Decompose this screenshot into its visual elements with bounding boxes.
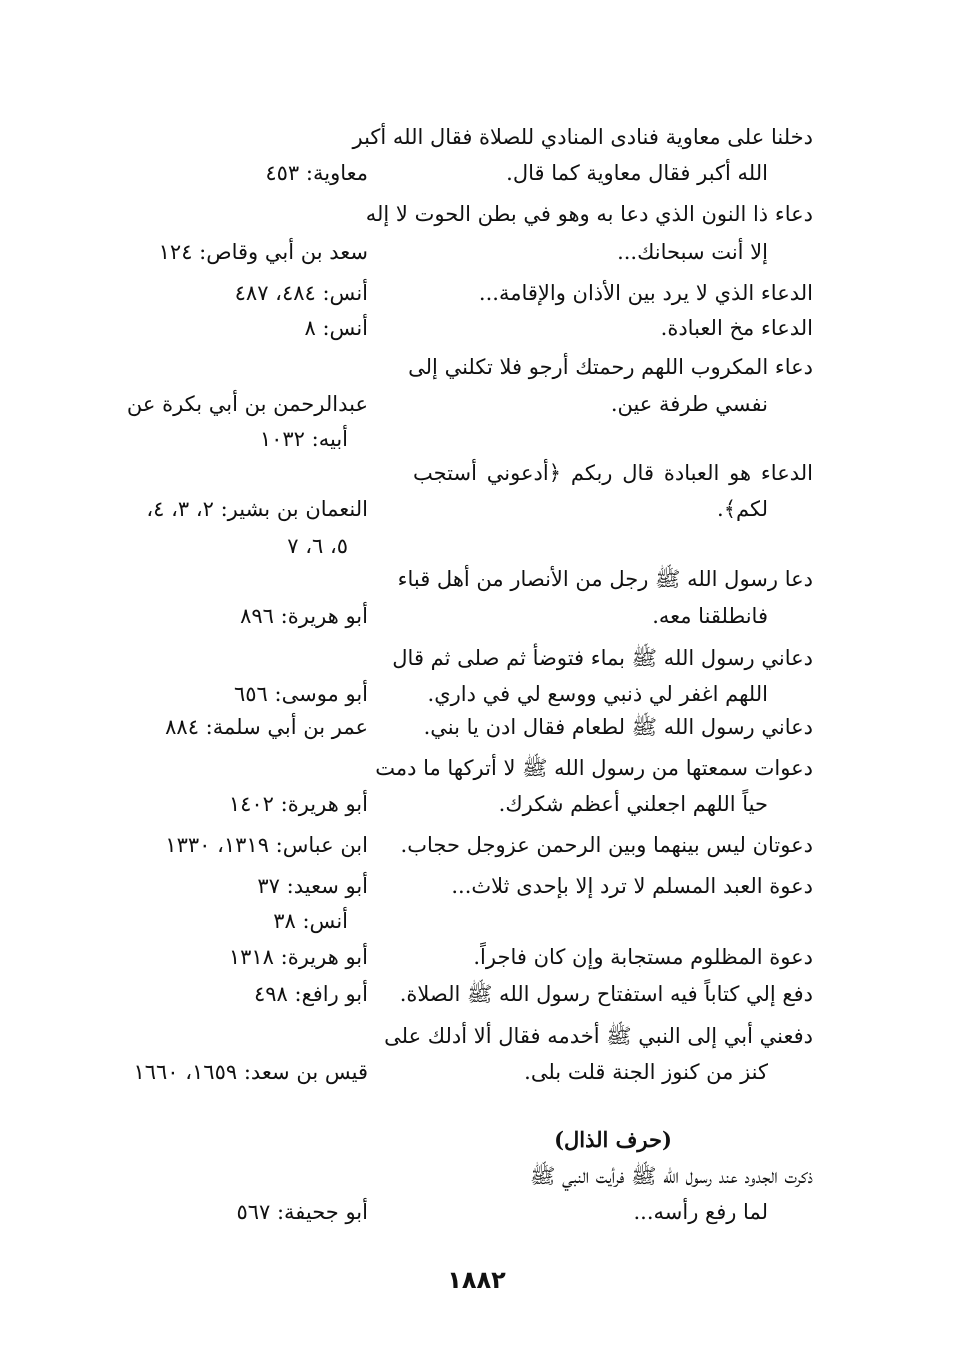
hadith-line: ذكرت الجدود عند رسول الله ﷺ فرأيت النبي ﷺ [529,1164,813,1188]
hadith-line: الدعاء مخ العبادة. [660,316,813,340]
narrator-reference: عمر بن أبي سلمة: ٨٨٤ [165,715,368,739]
hadith-line: دعاني رسول الله ﷺ لطعام فقال ادن يا بني. [423,715,813,739]
narrator-reference: أنس: ٨ [304,316,368,340]
hadith-line: لكم﴾. [717,497,768,521]
narrator-reference: أبو هريرة: ٨٩٦ [240,604,368,628]
narrator-reference: ٥، ٦، ٧ [287,534,348,558]
page-number: ١٨٨٢ [447,1266,506,1294]
narrator-reference: أبيه: ١٠٣٢ [259,427,348,451]
narrator-reference: أبو هريرة: ١٤٠٢ [228,792,368,816]
section-heading: (حرف الذال) [554,1127,672,1152]
hadith-line: دعوة العبد المسلم لا ترد إلا بإحدى ثلاث... [451,874,813,898]
narrator-reference: أنس: ٣٨ [273,909,348,933]
hadith-line: الله أكبر فقال معاوية كما قال. [506,161,768,185]
narrator-reference: أبو سعيد: ٣٧ [257,874,368,898]
hadith-line: لما رفع رأسه... [633,1200,768,1224]
narrator-reference: عبدالرحمن بن أبي بكرة عن [126,392,368,416]
narrator-reference: قيس بن سعد: ١٦٥٩، ١٦٦٠ [133,1060,368,1084]
hadith-line: دعاء ذا النون الذي دعا به وهو في بطن الحوت لا إله [365,202,813,226]
hadith-line: دعاني رسول الله ﷺ بماء فتوضأ ثم صلى ثم قال [392,646,813,670]
hadith-line: دعوتان ليس بينهما وبين الرحمن عزوجل حجاب. [400,833,813,857]
narrator-reference: أنس: ٤٨٤، ٤٨٧ [234,281,368,305]
narrator-reference: أبو موسى: ٦٥٦ [234,682,368,706]
hadith-line: حياً اللهم اجعلني أعظم شكرك. [498,792,768,816]
hadith-line: الدعاء هو العبادة قال ربكم ﴿أدعوني أستجب [413,461,813,485]
hadith-line: دعوة المظلوم مستجابة وإن كان فاجراً. [473,945,813,969]
hadith-line: نفسي طرفة عين. [610,392,768,416]
narrator-reference: النعمان بن بشير: ٢، ٣، ٤، [146,497,368,521]
hadith-line: دعا رسول الله ﷺ رجل من الأنصار من أهل قباء [397,567,813,591]
hadith-line: دعاء المكروب اللهم رحمتك أرجو فلا تكلني إلى [408,355,813,379]
hadith-line: دعوات سمعتها من رسول الله ﷺ لا أتركها ما دمت [375,756,813,780]
hadith-line: كنز من كنوز الجنة قلت بلى. [524,1060,768,1084]
narrator-reference: أبو رافع: ٤٩٨ [254,982,368,1006]
hadith-line: اللهم اغفر لي ذنبي ووسع لي في داري. [427,682,768,706]
hadith-line: إلا أنت سبحانك... [617,240,768,264]
hadith-line: دخلنا على معاوية فنادى المنادي للصلاة فقال الله أكبر [352,125,813,149]
narrator-reference: أبو جحيفة: ٥٦٧ [236,1200,368,1224]
narrator-reference: معاوية: ٤٥٣ [265,161,368,185]
hadith-line: دفعني أبي إلى النبي ﷺ أخدمه فقال ألا أدلك على [384,1024,813,1048]
narrator-reference: ابن عباس: ١٣١٩، ١٣٣٠ [165,833,368,857]
hadith-line: الدعاء الذي لا يرد بين الأذان والإقامة... [478,281,813,305]
narrator-reference: أبو هريرة: ١٣١٨ [228,945,368,969]
narrator-reference: سعد بن أبي وقاص: ١٢٤ [158,240,368,264]
hadith-line: دفع إلي كتاباً فيه استفتاح رسول الله ﷺ الصلاة. [399,982,813,1006]
hadith-line: فانطلقنا معه. [652,604,768,628]
